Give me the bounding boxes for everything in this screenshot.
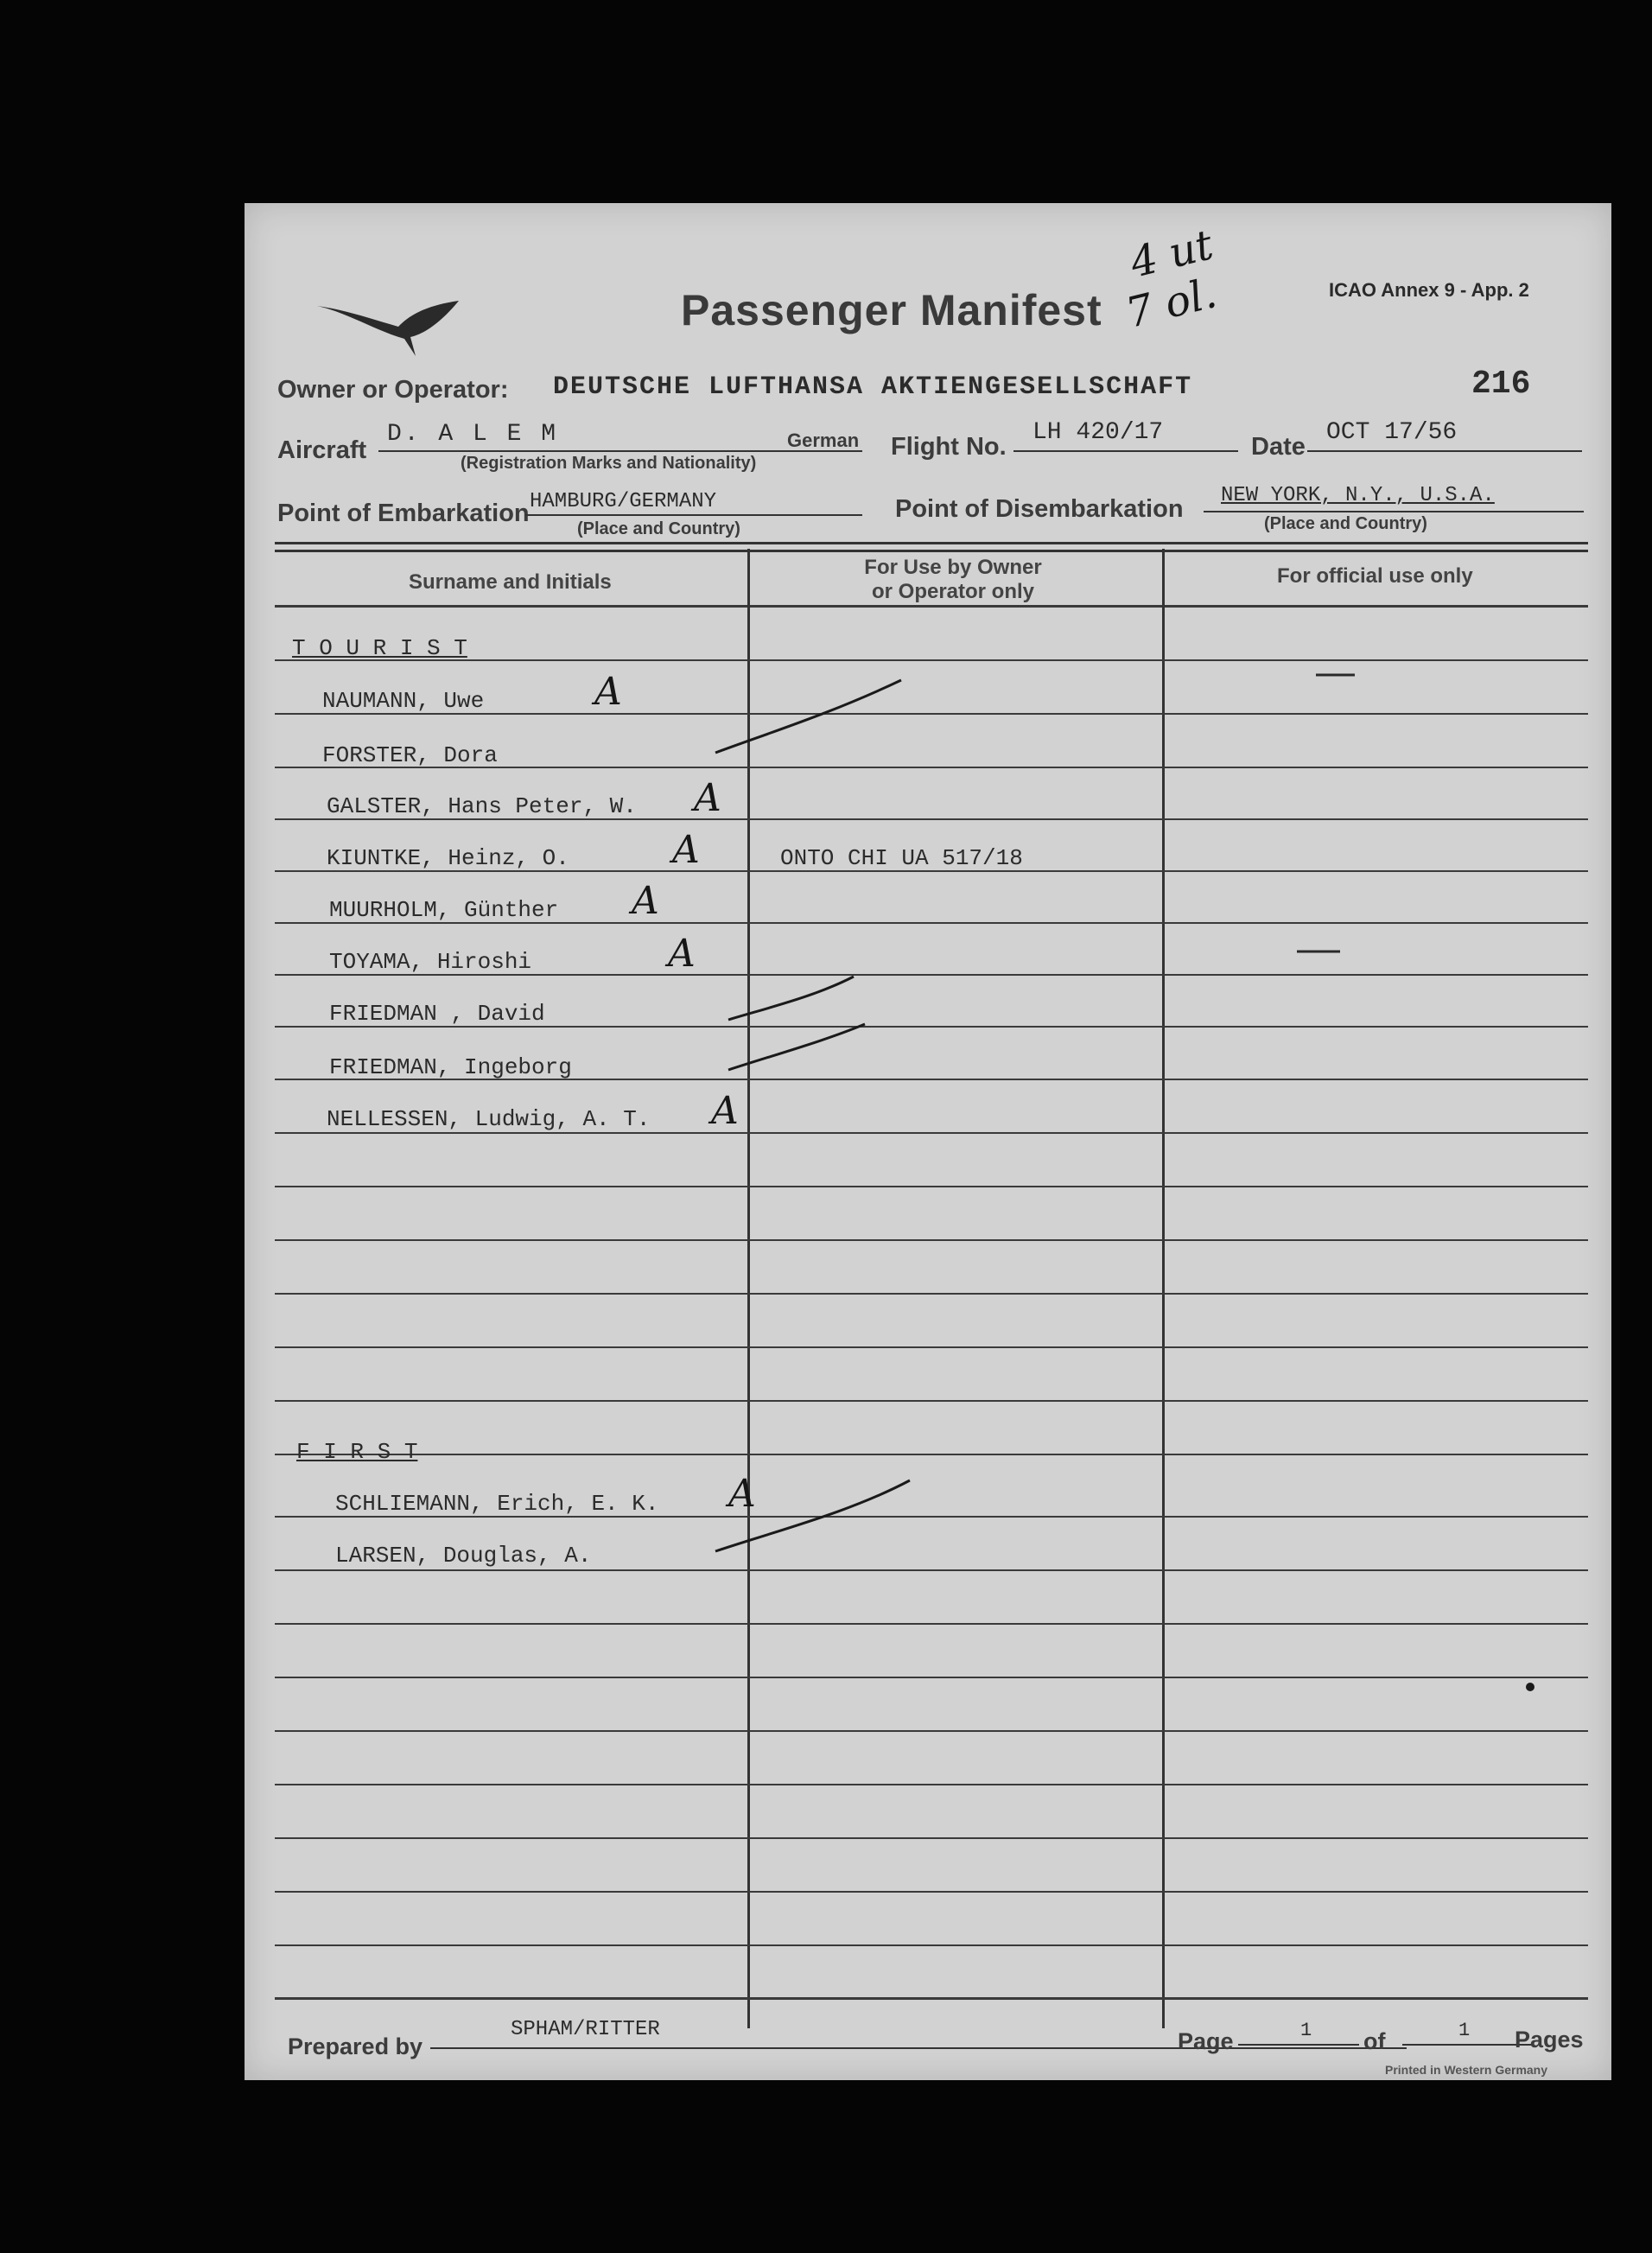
passenger-mark: A bbox=[728, 1472, 756, 1516]
passenger-mark: A bbox=[594, 670, 622, 714]
page-underline bbox=[1238, 2044, 1359, 2046]
aircraft-caption: Aircraft bbox=[277, 436, 367, 464]
handwritten-note-line2: 7 ol. bbox=[1121, 269, 1222, 338]
tourist-section-label: T O U R I S T bbox=[292, 635, 467, 661]
handwritten-note-line1: 4 ut bbox=[1125, 220, 1218, 288]
prepared-underline bbox=[430, 2047, 1407, 2049]
registration-caption: (Registration Marks and Nationality) bbox=[461, 454, 757, 473]
page-value: 1 bbox=[1300, 2020, 1312, 2041]
printed-in: Printed in Western Germany bbox=[1385, 2063, 1548, 2077]
passenger-name: FRIEDMAN , David bbox=[329, 1001, 545, 1027]
pen-stroke bbox=[715, 680, 901, 753]
pages-label: Pages bbox=[1515, 2027, 1584, 2053]
passenger-note: ONTO CHI UA 517/18 bbox=[780, 845, 1023, 871]
prepared-label: Prepared by bbox=[288, 2033, 423, 2059]
passenger-name: NAUMANN, Uwe bbox=[322, 688, 485, 714]
flight-label: Flight No. bbox=[891, 433, 1007, 461]
passenger-name: SCHLIEMANN, Erich, E. K. bbox=[335, 1491, 659, 1517]
of-label: of bbox=[1363, 2028, 1386, 2054]
ink-dot bbox=[1526, 1683, 1534, 1691]
date-value: OCT 17/56 bbox=[1326, 419, 1458, 446]
disembarkation-label: Point of Disembarkation bbox=[895, 495, 1184, 523]
nationality-value: German bbox=[787, 430, 860, 451]
passenger-name: TOYAMA, Hiroshi bbox=[329, 949, 532, 975]
pen-strokes bbox=[245, 203, 1611, 2080]
page-number: 216 bbox=[1471, 366, 1531, 403]
pen-stroke bbox=[728, 977, 854, 1020]
embarkation-caption: (Place and Country) bbox=[577, 519, 740, 538]
passenger-name: FRIEDMAN, Ingeborg bbox=[329, 1054, 572, 1080]
icao-annex: ICAO Annex 9 - App. 2 bbox=[1329, 279, 1529, 301]
passenger-mark: A bbox=[694, 776, 721, 820]
passenger-name: NELLESSEN, Ludwig, A. T. bbox=[327, 1106, 651, 1132]
passenger-mark: A bbox=[668, 932, 696, 976]
date-label: Date bbox=[1251, 433, 1306, 461]
of-underline bbox=[1402, 2044, 1532, 2046]
passenger-name: LARSEN, Douglas, A. bbox=[335, 1543, 592, 1569]
passenger-name: FORSTER, Dora bbox=[322, 742, 498, 768]
embarkation-label: Point of Embarkation bbox=[277, 500, 530, 527]
passenger-mark: A bbox=[632, 879, 659, 923]
header-surname: Surname and Initials bbox=[409, 570, 612, 594]
header-owner-use-line2: or Operator only bbox=[871, 580, 1035, 603]
passenger-name: GALSTER, Hans Peter, W. bbox=[327, 793, 637, 819]
header-owner-use-line1: For Use by Owner bbox=[864, 556, 1042, 579]
embarkation-value: HAMBURG/GERMANY bbox=[530, 490, 717, 513]
page-label: Page bbox=[1178, 2028, 1234, 2054]
prepared-value: SPHAM/RITTER bbox=[511, 2018, 660, 2041]
header-official: For official use only bbox=[1277, 564, 1473, 588]
passenger-name: MUURHOLM, Günther bbox=[329, 897, 559, 923]
manifest-title: Passenger Manifest bbox=[681, 286, 1102, 334]
passenger-name: KIUNTKE, Heinz, O. bbox=[327, 845, 569, 871]
owner-value: DEUTSCHE LUFTHANSA AKTIENGESELLSCHAFT bbox=[553, 372, 1193, 402]
pen-stroke bbox=[728, 1024, 865, 1070]
manifest-sheet bbox=[245, 203, 1611, 2080]
table-bottom-rule bbox=[275, 1997, 1588, 2000]
passenger-mark: A bbox=[711, 1089, 739, 1133]
passenger-mark: A bbox=[672, 828, 700, 872]
of-value: 1 bbox=[1458, 2020, 1471, 2041]
pen-stroke bbox=[715, 1480, 910, 1551]
owner-label: Owner or Operator: bbox=[277, 376, 509, 404]
aircraft-value: D. A L E M bbox=[387, 421, 559, 448]
disembarkation-value: NEW YORK, N.Y., U.S.A. bbox=[1221, 484, 1495, 507]
first-section-label: F I R S T bbox=[296, 1439, 418, 1465]
disembarkation-caption: (Place and Country) bbox=[1264, 514, 1427, 533]
flight-value: LH 420/17 bbox=[1032, 419, 1164, 446]
